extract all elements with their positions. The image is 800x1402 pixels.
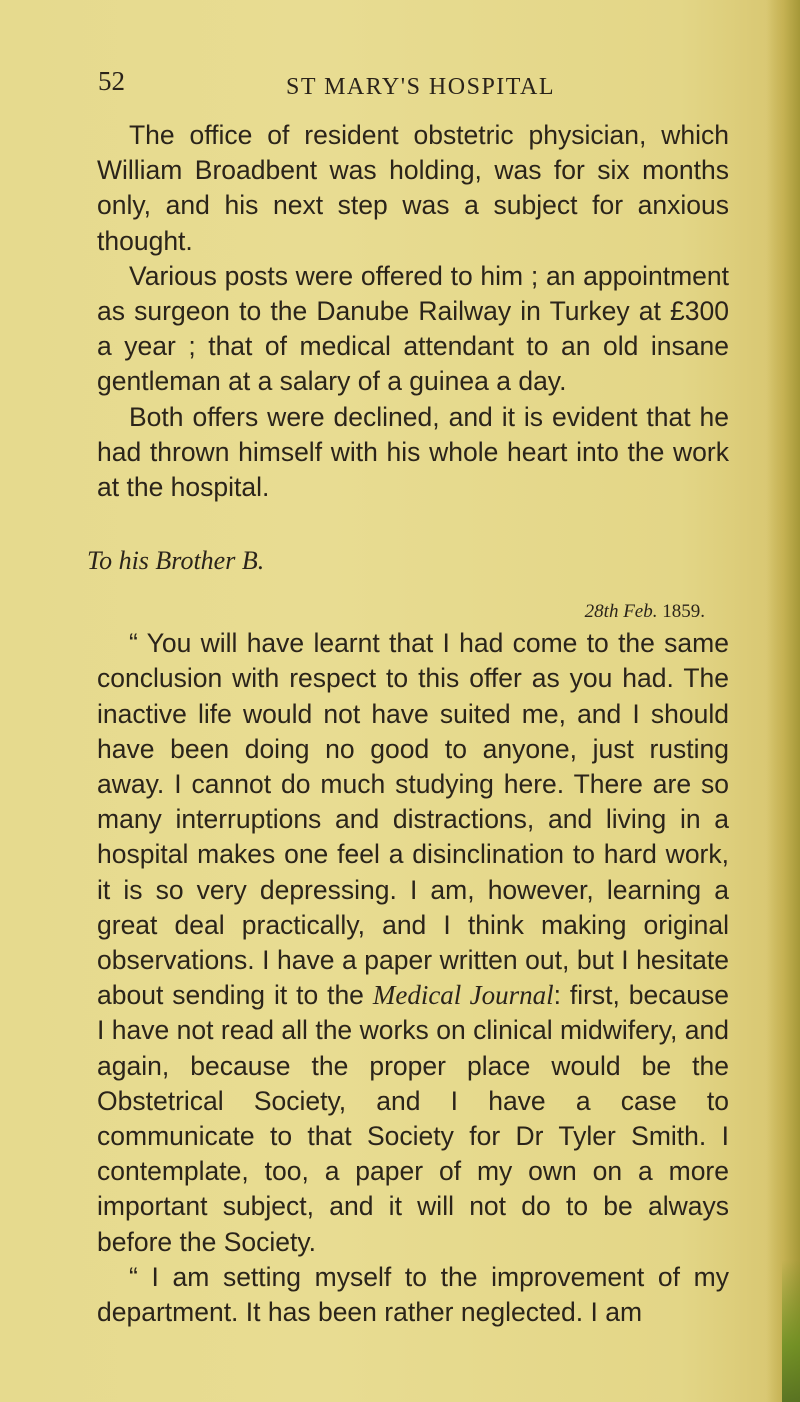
date-month: Feb.	[623, 601, 658, 623]
running-head: ST MARY'S HOSPITAL	[286, 74, 556, 100]
letter-paragraph-1	[97, 626, 729, 1260]
letter-date	[97, 598, 729, 626]
page-number: 52	[98, 66, 125, 96]
date-year: 1859.	[662, 601, 705, 623]
page-edge-stain	[782, 1260, 800, 1402]
paragraph-2: Various posts were offered to him ; an appointment as surgeon to the Danube Railway in Turkey at £300 a year ; that of medical attendant to an old insane gentleman at a salary of a guinea a day.	[97, 260, 729, 397]
page-header	[98, 66, 718, 106]
letter-heading: To his Brother B.	[87, 546, 265, 576]
body-text	[87, 118, 729, 1330]
letter-paragraph-2: “ I am setting myself to the improvement of my department. It has been rather neglected. I am	[97, 1261, 729, 1328]
date-day: 28th	[584, 601, 619, 623]
letter-p1-after: : first, because I have not read all the works on clinical midwifery, and again, because the proper place would be the Obstetrical Society, and I have a case to communicate to that Society for Dr Tyler Smith. I contemplate, too, a paper of my own on a more important subject, and it will not do to be always before the Society.	[97, 980, 729, 1257]
paragraph-3: Both offers were declined, and it is evident that he had thrown himself with his whole heart into the work at the hospital.	[97, 401, 729, 503]
paragraph-1: The office of resident obstetric physician, which William Broadbent was holding, was for six months only, and his next step was a subject for anxious thought.	[97, 120, 729, 256]
letter-p1-before: “ You will have learnt that I had come to the same conclusion with respect to this offer as you had. The inactive life would not have suited me, and I should have been doing no good to anyone, just rusting away. I cannot do much studying here. There are so many interruptions and distractions, and living in a hospital makes one feel a disinclination to hard work, it is so very depressing. I am, however, learning a great deal practically, and I think making original observations. I have a paper written out, but I hesitate about sending it to the	[97, 628, 729, 1011]
journal-title: Medical Journal	[372, 980, 554, 1011]
page-edge-shadow	[766, 0, 800, 1402]
